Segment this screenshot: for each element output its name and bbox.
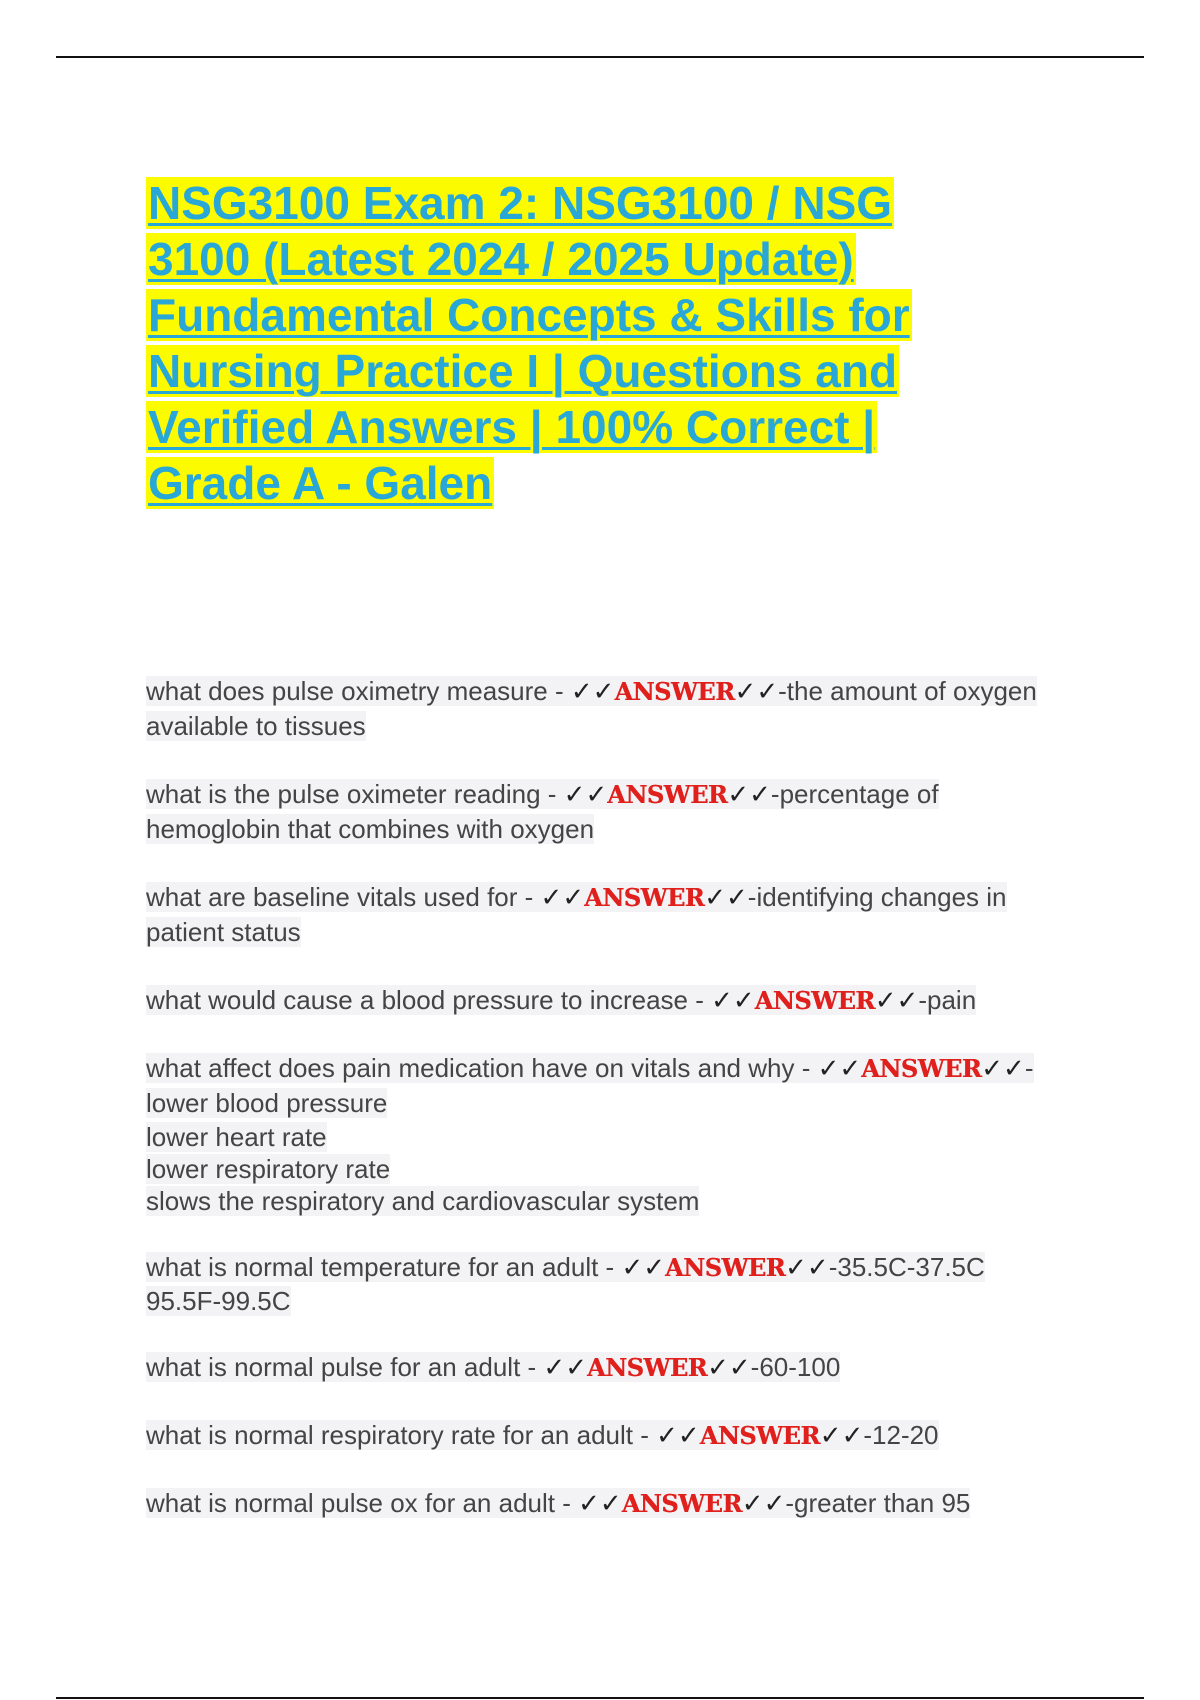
document-title [146, 175, 966, 511]
question-text: what would cause a blood pressure to increase - [146, 985, 712, 1015]
answer-text: -pain [918, 985, 977, 1015]
qa-item [146, 1418, 1046, 1453]
check-marks-icon: ✓✓ [578, 1488, 622, 1518]
answer-extra-line: 95.5F-99.5C [146, 1286, 291, 1316]
qa-item [146, 1051, 1046, 1217]
check-marks-icon: ✓✓ [817, 1053, 862, 1083]
answer-extra-line: slows the respiratory and cardiovascular system [146, 1186, 700, 1216]
question-text: what is normal temperature for an adult - [146, 1252, 622, 1282]
answer-text: -identifying changes in patient status [146, 882, 1007, 947]
check-marks-icon: ✓✓ [704, 882, 748, 912]
qa-item [146, 880, 1046, 950]
answer-extra-line: lower respiratory rate [146, 1154, 391, 1184]
question-text: what is normal respiratory rate for an adult - [146, 1420, 657, 1450]
answer-text: -percentage of hemoglobin that combines with oxygen [146, 779, 939, 844]
check-marks-icon: ✓✓ [543, 1352, 587, 1382]
qa-item [146, 1350, 1046, 1385]
answer-label: ANSWER [665, 1253, 786, 1282]
answer-label: ANSWER [614, 677, 735, 706]
answer-text: -35.5C-37.5C [828, 1252, 985, 1282]
question-text: what affect does pain medication have on vitals and why - [146, 1053, 818, 1083]
answer-text: -12-20 [863, 1420, 939, 1450]
answer-label: ANSWER [584, 883, 705, 912]
answer-label: ANSWER [587, 1353, 708, 1382]
check-marks-icon: ✓✓ [711, 985, 755, 1015]
bottom-rule [56, 1697, 1144, 1699]
check-marks-icon: ✓✓ [540, 882, 585, 912]
check-marks-icon: ✓✓ [656, 1420, 700, 1450]
qa-item [146, 1250, 1046, 1317]
check-marks-icon: ✓✓ [563, 779, 608, 809]
question-text: what is normal pulse for an adult - [146, 1352, 544, 1382]
question-text: what is normal pulse ox for an adult - [146, 1488, 579, 1518]
qa-item [146, 674, 1046, 744]
answer-text: -lower blood pressure [146, 1053, 1034, 1118]
qa-item [146, 777, 1046, 847]
answer-text: -greater than 95 [785, 1488, 971, 1518]
check-marks-icon: ✓✓ [741, 1488, 786, 1518]
qa-list [146, 674, 1046, 1554]
title-text: NSG3100 Exam 2: NSG3100 / NSG 3100 (Latest 2024 / 2025 Update) Fundamental Concepts & Skills for Nursing Practice I | Questions and Verified Answers | 100% Correct | Grade A - Galen [148, 177, 910, 509]
answer-text: -60-100 [750, 1352, 841, 1382]
question-text: what is the pulse oximeter reading - [146, 779, 564, 809]
question-text: what are baseline vitals used for - [146, 882, 541, 912]
answer-label: ANSWER [607, 780, 728, 809]
check-marks-icon: ✓✓ [874, 985, 919, 1015]
answer-extra-line: lower heart rate [146, 1122, 327, 1152]
answer-label: ANSWER [621, 1489, 742, 1518]
check-marks-icon: ✓✓ [727, 779, 771, 809]
check-marks-icon: ✓✓ [570, 676, 615, 706]
qa-item [146, 1486, 1046, 1521]
check-marks-icon: ✓✓ [621, 1252, 666, 1282]
answer-label: ANSWER [861, 1054, 982, 1083]
check-marks-icon: ✓✓ [981, 1053, 1025, 1083]
check-marks-icon: ✓✓ [707, 1352, 751, 1382]
check-marks-icon: ✓✓ [734, 676, 779, 706]
answer-label: ANSWER [699, 1421, 820, 1450]
answer-label: ANSWER [754, 986, 875, 1015]
answer-text: -the amount of oxygen available to tissues [146, 676, 1037, 741]
check-marks-icon: ✓✓ [785, 1252, 829, 1282]
top-rule [56, 56, 1144, 58]
check-marks-icon: ✓✓ [819, 1420, 864, 1450]
qa-item [146, 983, 1046, 1018]
question-text: what does pulse oximetry measure - [146, 676, 571, 706]
